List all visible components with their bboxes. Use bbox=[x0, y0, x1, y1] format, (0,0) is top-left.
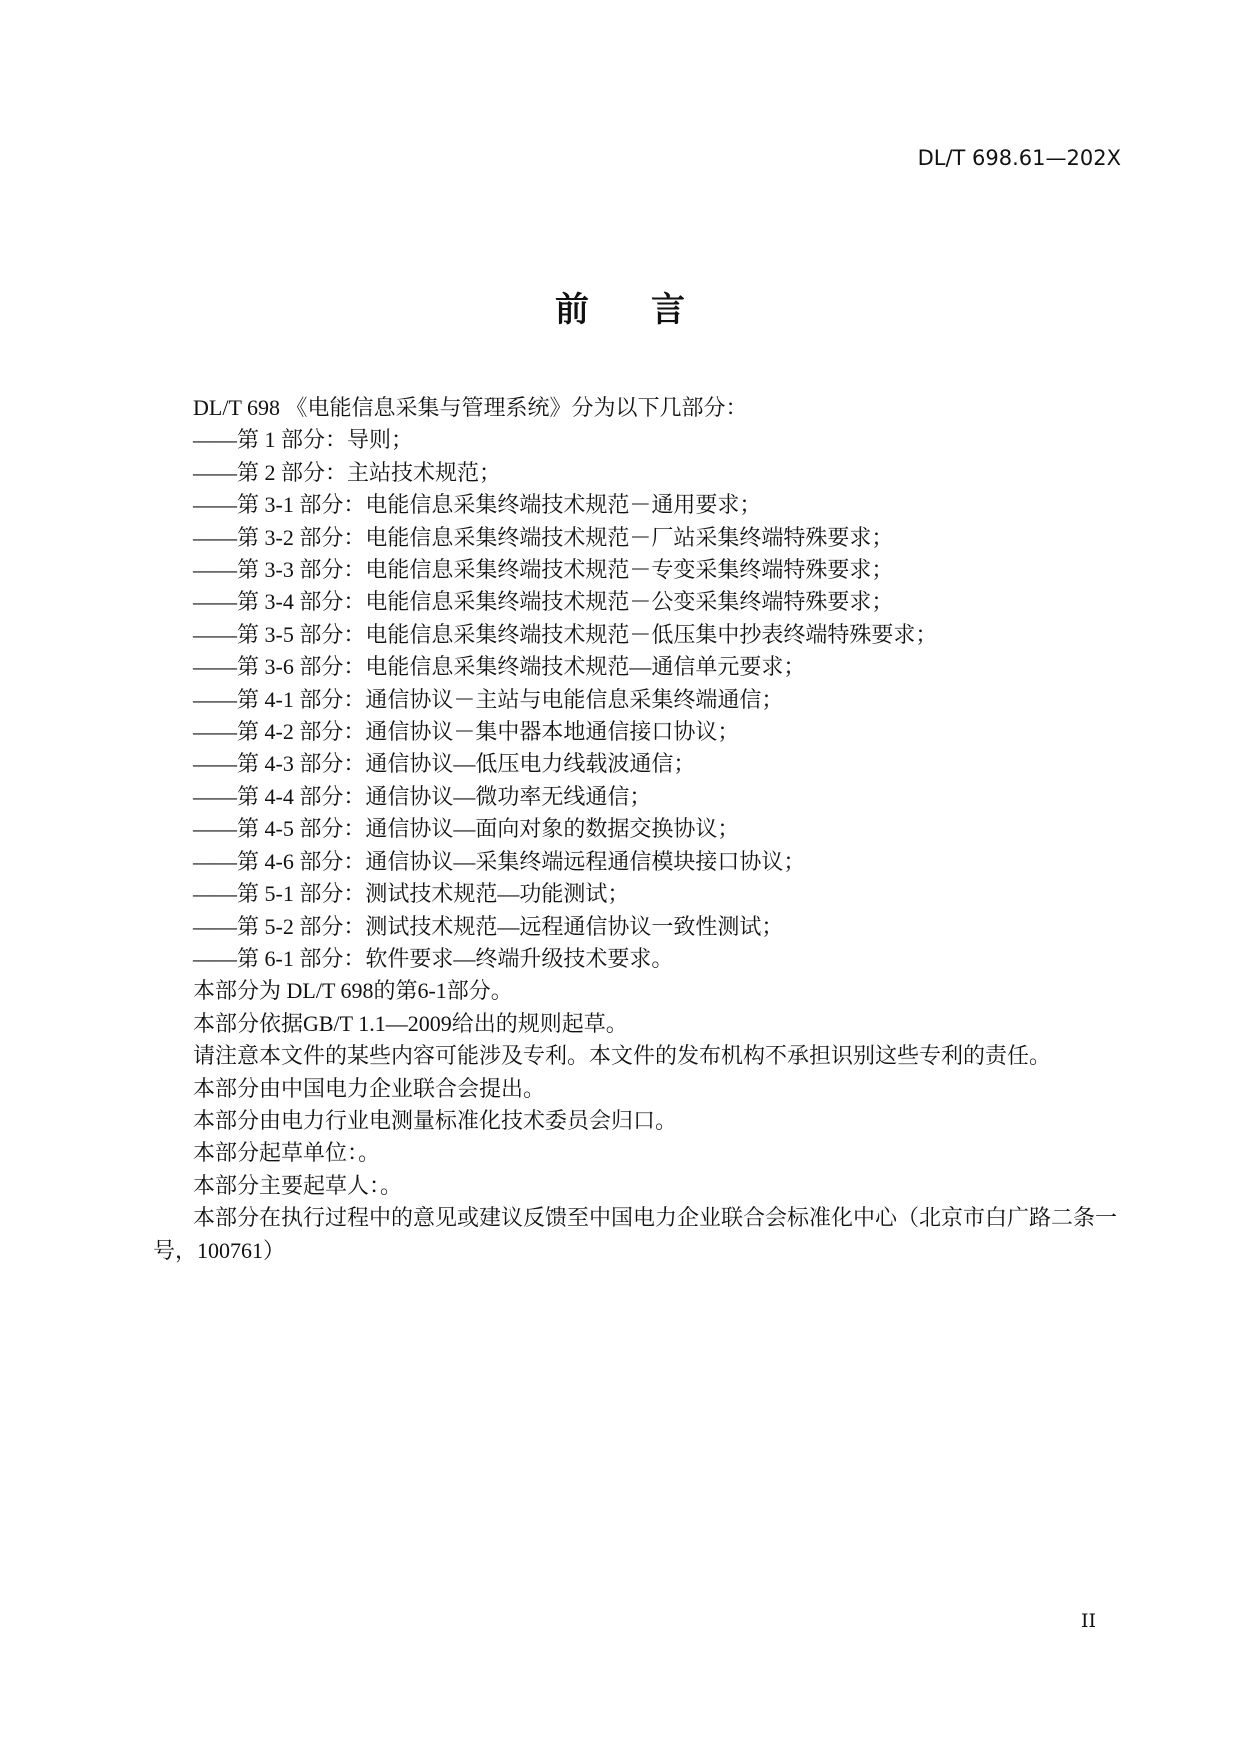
foreword-body bbox=[153, 392, 1119, 1267]
part-list-item: ——第 4-3 部分：通信协议—低压电力线载波通信； bbox=[193, 751, 696, 777]
part-list-item: ——第 3-1 部分：电能信息采集终端技术规范－通用要求； bbox=[193, 492, 762, 518]
intro-paragraph: DL/T 698 《电能信息采集与管理系统》分为以下几部分： bbox=[193, 395, 748, 420]
part-list-item: ——第 4-4 部分：通信协议—微功率无线通信； bbox=[193, 783, 652, 809]
part-list-item: ——第 5-2 部分：测试技术规范—远程通信协议一致性测试； bbox=[193, 913, 784, 939]
part-list-item: ——第 4-5 部分：通信协议—面向对象的数据交换协议； bbox=[193, 816, 740, 842]
feedback-paragraph-line2: 号，100761） bbox=[153, 1237, 286, 1263]
part-list-item: ——第 4-2 部分：通信协议－集中器本地通信接口协议； bbox=[193, 719, 740, 745]
part-list-item: ——第 3-6 部分：电能信息采集终端技术规范—通信单元要求； bbox=[193, 654, 806, 680]
part-list-item: ——第 2 部分：主站技术规范； bbox=[193, 459, 502, 485]
paragraph: 本部分为 DL/T 698的第6-1部分。 bbox=[193, 978, 513, 1004]
paragraph: 请注意本文件的某些内容可能涉及专利。本文件的发布机构不承担识别这些专利的责任。 bbox=[193, 1043, 1052, 1069]
part-list-item: ——第 4-1 部分：通信协议－主站与电能信息采集终端通信； bbox=[193, 686, 784, 712]
page-number: II bbox=[1081, 1610, 1097, 1632]
parts-list bbox=[153, 424, 1119, 975]
paragraph: 本部分依据GB/T 1.1—2009给出的规则起草。 bbox=[193, 1010, 628, 1036]
part-list-item: ——第 1 部分：导则； bbox=[193, 427, 414, 453]
paragraph: 本部分由中国电力企业联合会提出。 bbox=[193, 1075, 546, 1101]
paragraph: 本部分主要起草人：。 bbox=[193, 1172, 403, 1198]
part-list-item: ——第 6-1 部分：软件要求—终端升级技术要求。 bbox=[193, 945, 674, 971]
paragraphs bbox=[153, 975, 1119, 1202]
part-list-item: ——第 3-5 部分：电能信息采集终端技术规范－低压集中抄表终端特殊要求； bbox=[193, 621, 938, 647]
document-number-header: DL/T 698.61—202X bbox=[917, 146, 1121, 170]
feedback-paragraph-line1: 本部分在执行过程中的意见或建议反馈至中国电力企业联合会标准化中心（北京市白广路二条一 bbox=[193, 1205, 1118, 1231]
part-list-item: ——第 3-3 部分：电能信息采集终端技术规范－专变采集终端特殊要求； bbox=[193, 557, 894, 583]
paragraph: 本部分由电力行业电测量标准化技术委员会归口。 bbox=[193, 1107, 678, 1133]
part-list-item: ——第 3-4 部分：电能信息采集终端技术规范－公变采集终端特殊要求； bbox=[193, 589, 894, 615]
page-title: 前言 bbox=[555, 290, 747, 330]
part-list-item: ——第 4-6 部分：通信协议—采集终端远程通信模块接口协议； bbox=[193, 848, 806, 874]
part-list-item: ——第 5-1 部分：测试技术规范—功能测试； bbox=[193, 881, 630, 907]
part-list-item: ——第 3-2 部分：电能信息采集终端技术规范－厂站采集终端特殊要求； bbox=[193, 524, 894, 550]
paragraph: 本部分起草单位：。 bbox=[193, 1140, 381, 1166]
